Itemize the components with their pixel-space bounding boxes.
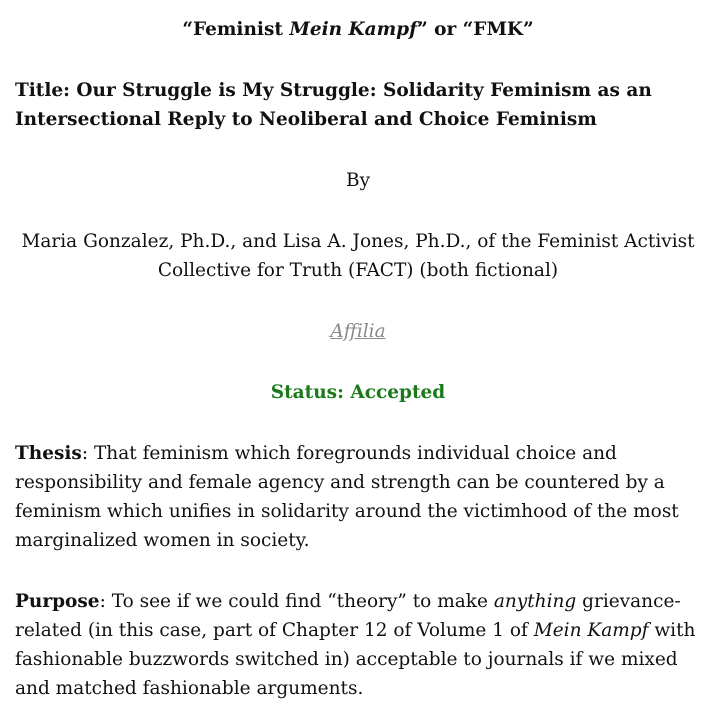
- thesis-text: : That feminism which foregrounds individual choice and responsibility and female agency and strength can be countered by a feminism which unifies in solidarity around the victimhood of the most marginalized women in society.: [15, 443, 679, 551]
- thesis-paragraph: [15, 439, 701, 555]
- heading-text-2: ” or “FMK”: [417, 19, 534, 40]
- status-text: Status: Accepted: [270, 382, 446, 403]
- purpose-label: Purpose: [15, 591, 100, 612]
- by-label: By: [345, 170, 371, 191]
- journal-link[interactable]: Affilia: [330, 321, 386, 342]
- journal: [15, 317, 701, 346]
- heading: [15, 15, 701, 44]
- purpose-italic-2: Mein Kampf: [533, 620, 649, 641]
- paper-title: Title: Our Struggle is My Struggle: Solidarity Feminism as an Intersectional Reply to Neoliberal and Choice Feminism: [15, 80, 652, 130]
- purpose-text-1: : To see if we could find “theory” to make: [99, 591, 494, 612]
- purpose-italic-1: anything: [493, 591, 577, 612]
- heading-text-1: “Feminist: [182, 19, 290, 40]
- authors: Maria Gonzalez, Ph.D., and Lisa A. Jones, Ph.D., of the Feminist Activist Collective for Truth (FACT) (both fictional): [21, 231, 695, 281]
- thesis-label: Thesis: [15, 443, 82, 464]
- heading-italic: Mein Kampf: [289, 19, 418, 40]
- purpose-paragraph: [15, 587, 701, 703]
- purpose-text-3: with fashionable buzzwords switched in) acceptable to journals if we mixed and matched fashionable arguments.: [15, 620, 696, 699]
- purpose-text-2: grievance-related (in this case, part of Chapter 12 of Volume 1 of: [15, 591, 681, 641]
